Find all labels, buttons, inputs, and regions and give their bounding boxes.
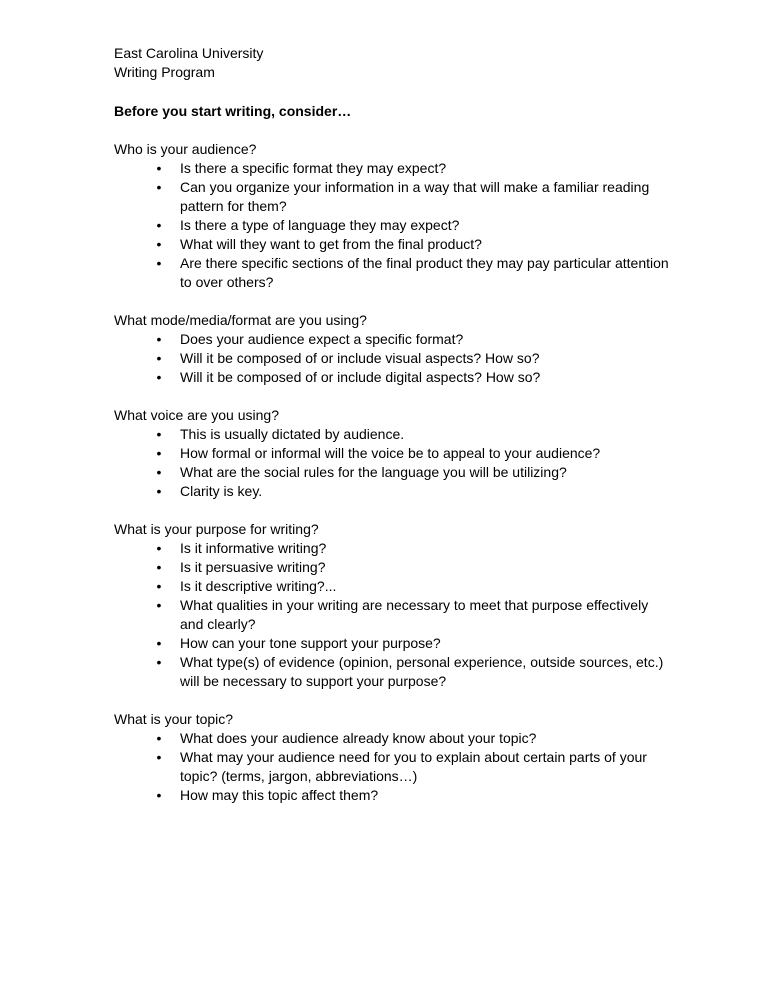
list-item-text: How may this topic affect them? bbox=[180, 787, 379, 803]
list-item-text: Is it descriptive writing?... bbox=[180, 578, 337, 594]
bullet-list bbox=[114, 330, 674, 387]
list-item bbox=[156, 216, 674, 235]
list-item bbox=[156, 178, 674, 216]
list-item bbox=[156, 463, 674, 482]
document-title: Before you start writing, consider… bbox=[114, 103, 352, 119]
bullet-icon: • bbox=[156, 350, 162, 366]
bullet-list bbox=[114, 729, 674, 805]
bullet-icon: • bbox=[156, 578, 162, 594]
document-page bbox=[114, 44, 674, 805]
list-item-text: Is there a type of language they may expect? bbox=[180, 217, 460, 233]
bullet-icon: • bbox=[156, 369, 162, 385]
program-name: Writing Program bbox=[114, 64, 215, 80]
bullet-icon: • bbox=[156, 787, 162, 803]
bullet-icon: • bbox=[156, 331, 162, 347]
list-item bbox=[156, 254, 674, 292]
bullet-icon: • bbox=[156, 160, 162, 176]
list-item-text: What are the social rules for the language you will be utilizing? bbox=[180, 464, 567, 480]
list-item-text: Clarity is key. bbox=[180, 483, 263, 499]
list-item-text: How can your tone support your purpose? bbox=[180, 635, 441, 651]
section-question: Who is your audience? bbox=[114, 141, 257, 157]
list-item-text: Is it persuasive writing? bbox=[180, 559, 326, 575]
section-question: What is your topic? bbox=[114, 711, 234, 727]
list-item bbox=[156, 349, 674, 368]
bullet-icon: • bbox=[156, 179, 162, 195]
bullet-list bbox=[114, 159, 674, 292]
list-item bbox=[156, 786, 674, 805]
bullet-icon: • bbox=[156, 597, 162, 613]
list-item bbox=[156, 368, 674, 387]
list-item-text: Will it be composed of or include visual aspects? How so? bbox=[180, 350, 540, 366]
list-item bbox=[156, 596, 674, 634]
list-item bbox=[156, 159, 674, 178]
list-item-text: Are there specific sections of the final product they may pay particular attention to over others? bbox=[180, 255, 669, 290]
section-question: What mode/media/format are you using? bbox=[114, 312, 367, 328]
bullet-icon: • bbox=[156, 464, 162, 480]
bullet-icon: • bbox=[156, 255, 162, 271]
list-item bbox=[156, 634, 674, 653]
section-mode-media-format bbox=[114, 311, 674, 387]
list-item bbox=[156, 729, 674, 748]
bullet-icon: • bbox=[156, 483, 162, 499]
list-item-text: Is it informative writing? bbox=[180, 540, 327, 556]
bullet-icon: • bbox=[156, 730, 162, 746]
section-question: What voice are you using? bbox=[114, 407, 279, 423]
bullet-icon: • bbox=[156, 559, 162, 575]
bullet-icon: • bbox=[156, 426, 162, 442]
bullet-icon: • bbox=[156, 236, 162, 252]
section-voice bbox=[114, 406, 674, 501]
bullet-icon: • bbox=[156, 749, 162, 765]
bullet-list bbox=[114, 425, 674, 501]
university-name: East Carolina University bbox=[114, 45, 264, 61]
list-item bbox=[156, 577, 674, 596]
list-item bbox=[156, 748, 674, 786]
list-item-text: What may your audience need for you to explain about certain parts of your topic? (terms, jargon, abbreviations…) bbox=[180, 749, 647, 784]
list-item-text: What type(s) of evidence (opinion, personal experience, outside sources, etc.) will be necessary to support your purpose? bbox=[180, 654, 664, 689]
list-item bbox=[156, 539, 674, 558]
bullet-icon: • bbox=[156, 635, 162, 651]
list-item-text: What qualities in your writing are necessary to meet that purpose effectively and clearly? bbox=[180, 597, 649, 632]
list-item bbox=[156, 235, 674, 254]
bullet-icon: • bbox=[156, 654, 162, 670]
list-item bbox=[156, 482, 674, 501]
list-item-text: This is usually dictated by audience. bbox=[180, 426, 405, 442]
list-item-text: Does your audience expect a specific format? bbox=[180, 331, 464, 347]
list-item-text: Will it be composed of or include digital aspects? How so? bbox=[180, 369, 541, 385]
list-item bbox=[156, 653, 674, 691]
section-topic bbox=[114, 710, 674, 805]
bullet-list bbox=[114, 539, 674, 691]
section-audience bbox=[114, 140, 674, 292]
section-question: What is your purpose for writing? bbox=[114, 521, 319, 537]
bullet-icon: • bbox=[156, 217, 162, 233]
list-item bbox=[156, 444, 674, 463]
bullet-icon: • bbox=[156, 445, 162, 461]
section-purpose bbox=[114, 520, 674, 691]
list-item-text: What will they want to get from the final product? bbox=[180, 236, 482, 252]
list-item-text: What does your audience already know about your topic? bbox=[180, 730, 537, 746]
list-item bbox=[156, 330, 674, 349]
list-item bbox=[156, 425, 674, 444]
list-item bbox=[156, 558, 674, 577]
list-item-text: Can you organize your information in a way that will make a familiar reading pattern for them? bbox=[180, 179, 650, 214]
bullet-icon: • bbox=[156, 540, 162, 556]
list-item-text: How formal or informal will the voice be to appeal to your audience? bbox=[180, 445, 601, 461]
list-item-text: Is there a specific format they may expect? bbox=[180, 160, 447, 176]
